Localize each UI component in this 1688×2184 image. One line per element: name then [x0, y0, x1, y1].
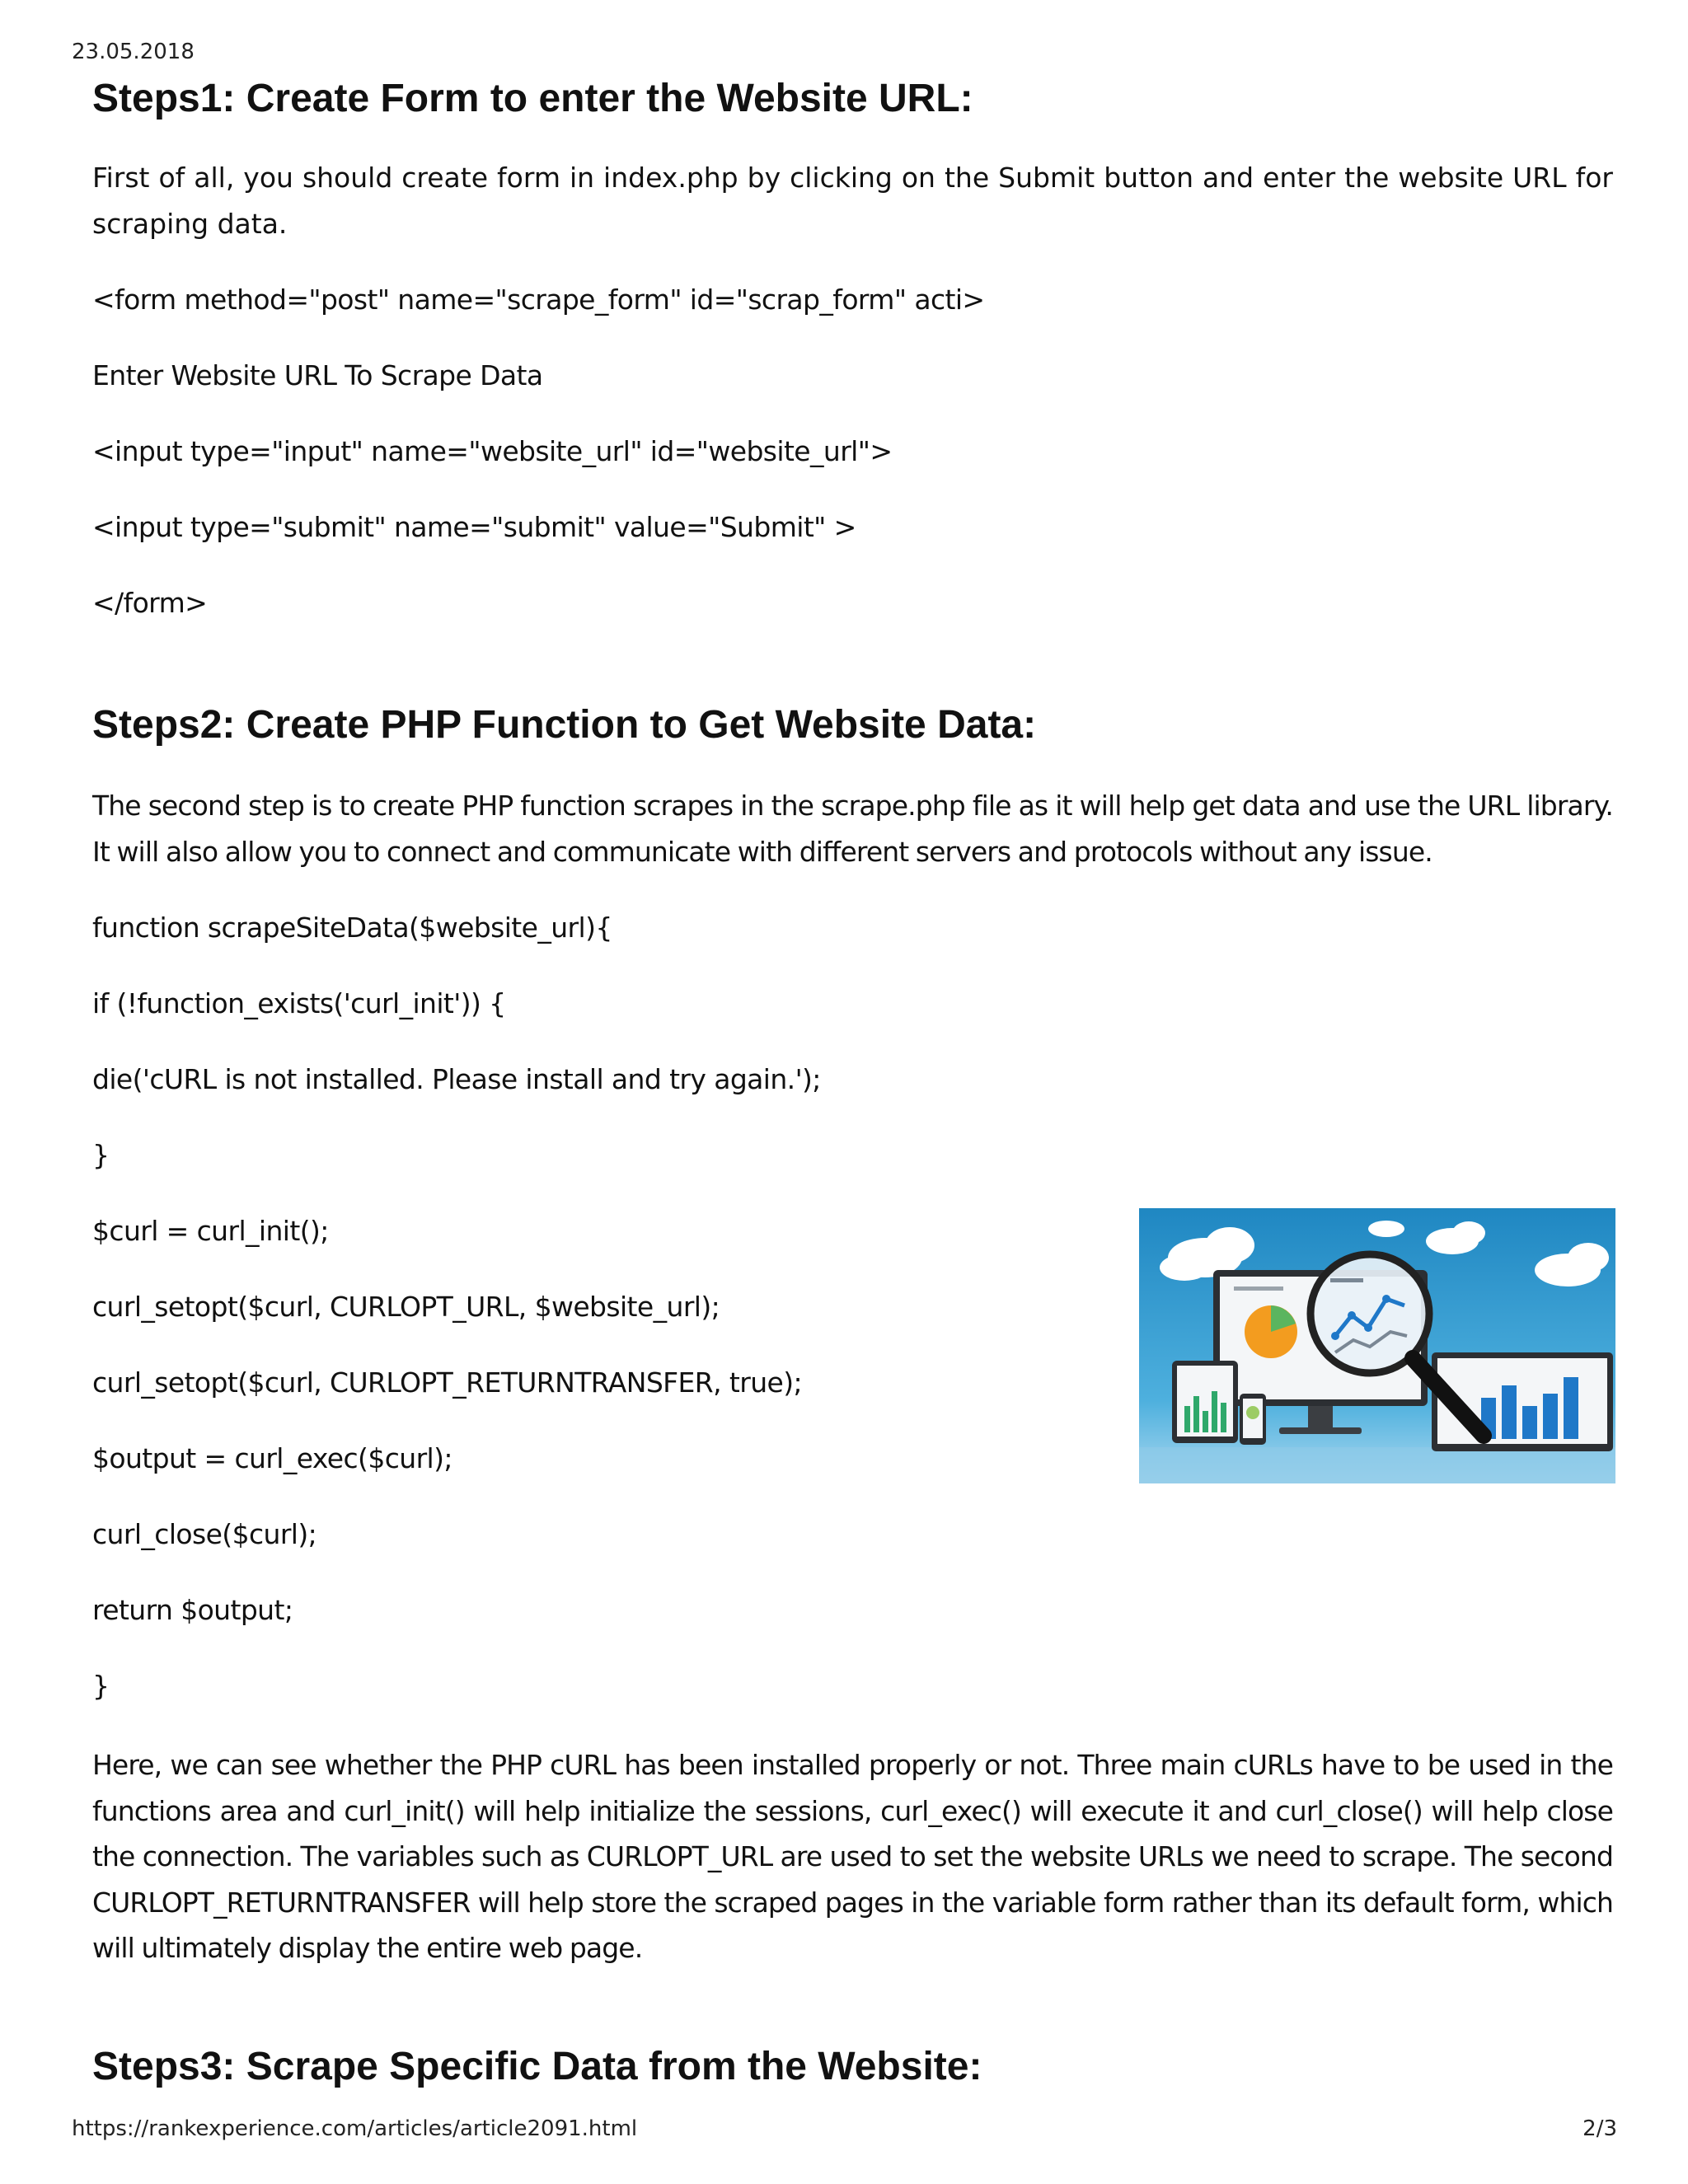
code-line: } — [92, 1670, 110, 1702]
step2-explanation: Here, we can see whether the PHP cURL has been installed properly or not. Three main cURLs have to be used in the functions area and curl_init() will help initialize the sessions, curl_exec() will execute it and curl_close() will help close the connection. The variables such as CURLOPT_URL are used to set the website URLs we need to scrape. The second CURLOPT_RETURNTRANSFER will help store the scraped pages in the variable form rather than its default form, which will ultimately display the entire web page. — [92, 1749, 1613, 1964]
code-line: return $output; — [92, 1594, 293, 1626]
code-line: <input type="input" name="website_url" id="website_url"> — [92, 435, 893, 467]
step2-intro: The second step is to create PHP function scrapes in the scrape.php file as it will help get data and use the URL library. It will also allow you to connect and communicate with different servers and protocols without any issue. — [92, 790, 1613, 868]
step3-heading: Steps3: Scrape Specific Data from the Website: — [92, 2045, 982, 2088]
page-number: 2/3 — [1582, 2116, 1617, 2141]
code-line: curl_setopt($curl, CURLOPT_URL, $website_url); — [92, 1291, 720, 1323]
step1-intro: First of all, you should create form in index.php by clicking on the Submit button and enter the website URL for scraping data. — [92, 162, 1613, 240]
code-line: if (!function_exists('curl_init')) { — [92, 987, 506, 1019]
code-line: Enter Website URL To Scrape Data — [92, 359, 543, 391]
code-line: curl_close($curl); — [92, 1518, 317, 1550]
code-line: die('cURL is not installed. Please install and try again.'); — [92, 1063, 821, 1095]
footer-url: https://rankexperience.com/articles/article2091.html — [72, 2116, 638, 2141]
code-line: $output = curl_exec($curl); — [92, 1442, 452, 1474]
data-analytics-illustration — [1139, 1208, 1615, 1483]
print-date: 23.05.2018 — [72, 40, 195, 64]
code-line: </form> — [92, 587, 208, 619]
code-line: } — [92, 1139, 110, 1171]
code-line: <input type="submit" name="submit" value="Submit" > — [92, 511, 856, 543]
step1-heading: Steps1: Create Form to enter the Website URL: — [92, 77, 973, 120]
code-line: $curl = curl_init(); — [92, 1215, 329, 1247]
code-line: function scrapeSiteData($website_url){ — [92, 912, 612, 944]
code-line: <form method="post" name="scrape_form" id="scrap_form" acti> — [92, 284, 985, 316]
step2-heading: Steps2: Create PHP Function to Get Website Data: — [92, 703, 1037, 747]
code-line: curl_setopt($curl, CURLOPT_RETURNTRANSFER, true); — [92, 1366, 803, 1399]
